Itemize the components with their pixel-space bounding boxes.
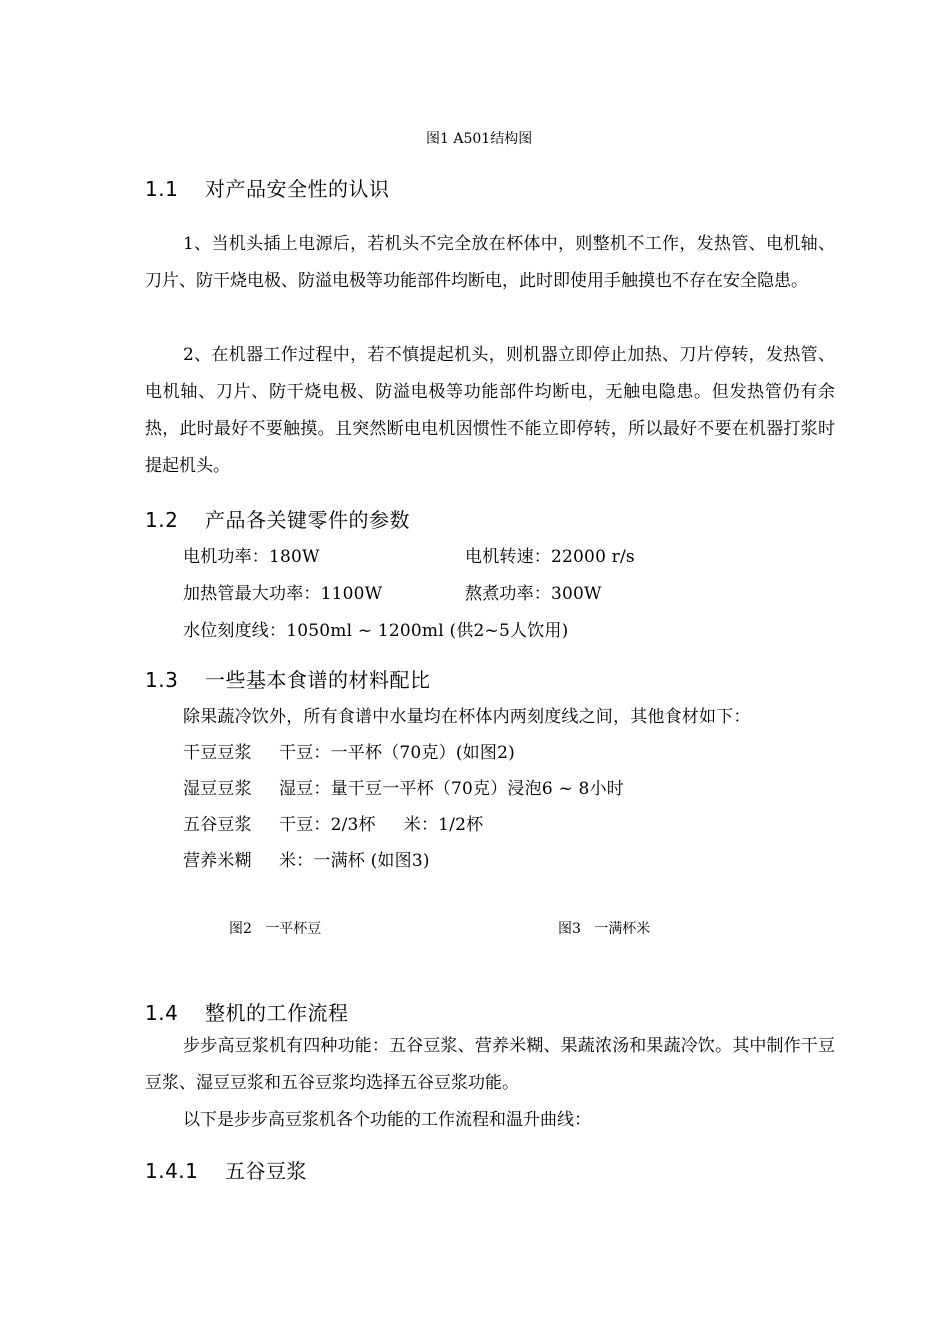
recipe-row xyxy=(183,810,483,835)
param-motor-speed: 电机转速：22000 r/s xyxy=(465,547,635,567)
recipe-row xyxy=(183,774,624,799)
section-number: 1.4.1 xyxy=(145,1159,199,1183)
section-1-4-heading xyxy=(145,997,349,1026)
section-title: 整机的工作流程 xyxy=(205,1001,349,1025)
recipe-detail: 干豆：一平杯（70克）(如图2) xyxy=(279,743,515,763)
safety-paragraph-1: 1、当机头插上电源后，若机头不完全放在杯体中，则整机不工作，发热管、电机轴、刀片、防干烧电极、防溢电极等功能部件均断电，此时即使用手触摸也不存在安全隐患。 xyxy=(145,234,835,291)
recipe-name: 营养米糊 xyxy=(183,851,252,871)
recipe-name: 湿豆豆浆 xyxy=(183,779,252,799)
param-heater-power: 加热管最大功率：1100W xyxy=(183,584,383,604)
section-1-2-heading xyxy=(145,504,410,533)
section-number: 1.2 xyxy=(145,508,179,532)
section-number: 1.4 xyxy=(145,1001,179,1025)
section-title: 对产品安全性的认识 xyxy=(205,177,390,201)
param-motor-power: 电机功率：180W xyxy=(183,547,320,567)
figure-3-caption: 图3 一满杯米 xyxy=(558,921,651,937)
section-title: 产品各关键零件的参数 xyxy=(205,508,410,532)
safety-paragraph-2: 2、在机器工作过程中，若不慎提起机头，则机器立即停止加热、刀片停转，发热管、电机轴、刀片、防干烧电极、防溢电极等功能部件均断电，无触电隐患。但发热管仍有余热，此时最好不要触摸。且突然断电电机因惯性不能立即停转，所以最好不要在机器打浆时提起机头。 xyxy=(145,345,835,476)
figure-1-caption: 图1 A501结构图 xyxy=(426,131,533,147)
param-water-level: 水位刻度线：1050ml ~ 1200ml (供2~5人饮用) xyxy=(183,621,569,641)
recipe-detail: 米：一满杯 (如图3) xyxy=(279,851,430,871)
section-number: 1.3 xyxy=(145,668,179,692)
recipe-name: 干豆豆浆 xyxy=(183,743,252,763)
section-1-3-heading xyxy=(145,664,431,693)
workflow-paragraph-1: 步步高豆浆机有四种功能：五谷豆浆、营养米糊、果蔬浓汤和果蔬冷饮。其中制作干豆豆浆、湿豆豆浆和五谷豆浆均选择五谷豆浆功能。 xyxy=(145,1036,835,1093)
recipe-intro: 除果蔬冷饮外，所有食谱中水量均在杯体内两刻度线之间，其他食材如下： xyxy=(183,707,751,727)
recipe-row xyxy=(183,846,430,871)
recipe-detail: 湿豆：量干豆一平杯（70克）浸泡6 ~ 8小时 xyxy=(279,779,624,799)
recipe-name: 五谷豆浆 xyxy=(183,815,252,835)
section-1-4-1-heading xyxy=(145,1155,307,1184)
section-title: 五谷豆浆 xyxy=(225,1159,307,1183)
section-title: 一些基本食谱的材料配比 xyxy=(205,668,431,692)
recipe-row xyxy=(183,738,515,763)
section-number: 1.1 xyxy=(145,177,179,201)
workflow-paragraph-2: 以下是步步高豆浆机各个功能的工作流程和温升曲线： xyxy=(183,1110,591,1130)
figure-2-caption: 图2 一平杯豆 xyxy=(229,921,322,937)
recipe-detail: 干豆：2/3杯 米：1/2杯 xyxy=(279,815,484,835)
section-1-1-heading xyxy=(145,173,390,202)
param-boil-power: 熬煮功率：300W xyxy=(465,584,602,604)
